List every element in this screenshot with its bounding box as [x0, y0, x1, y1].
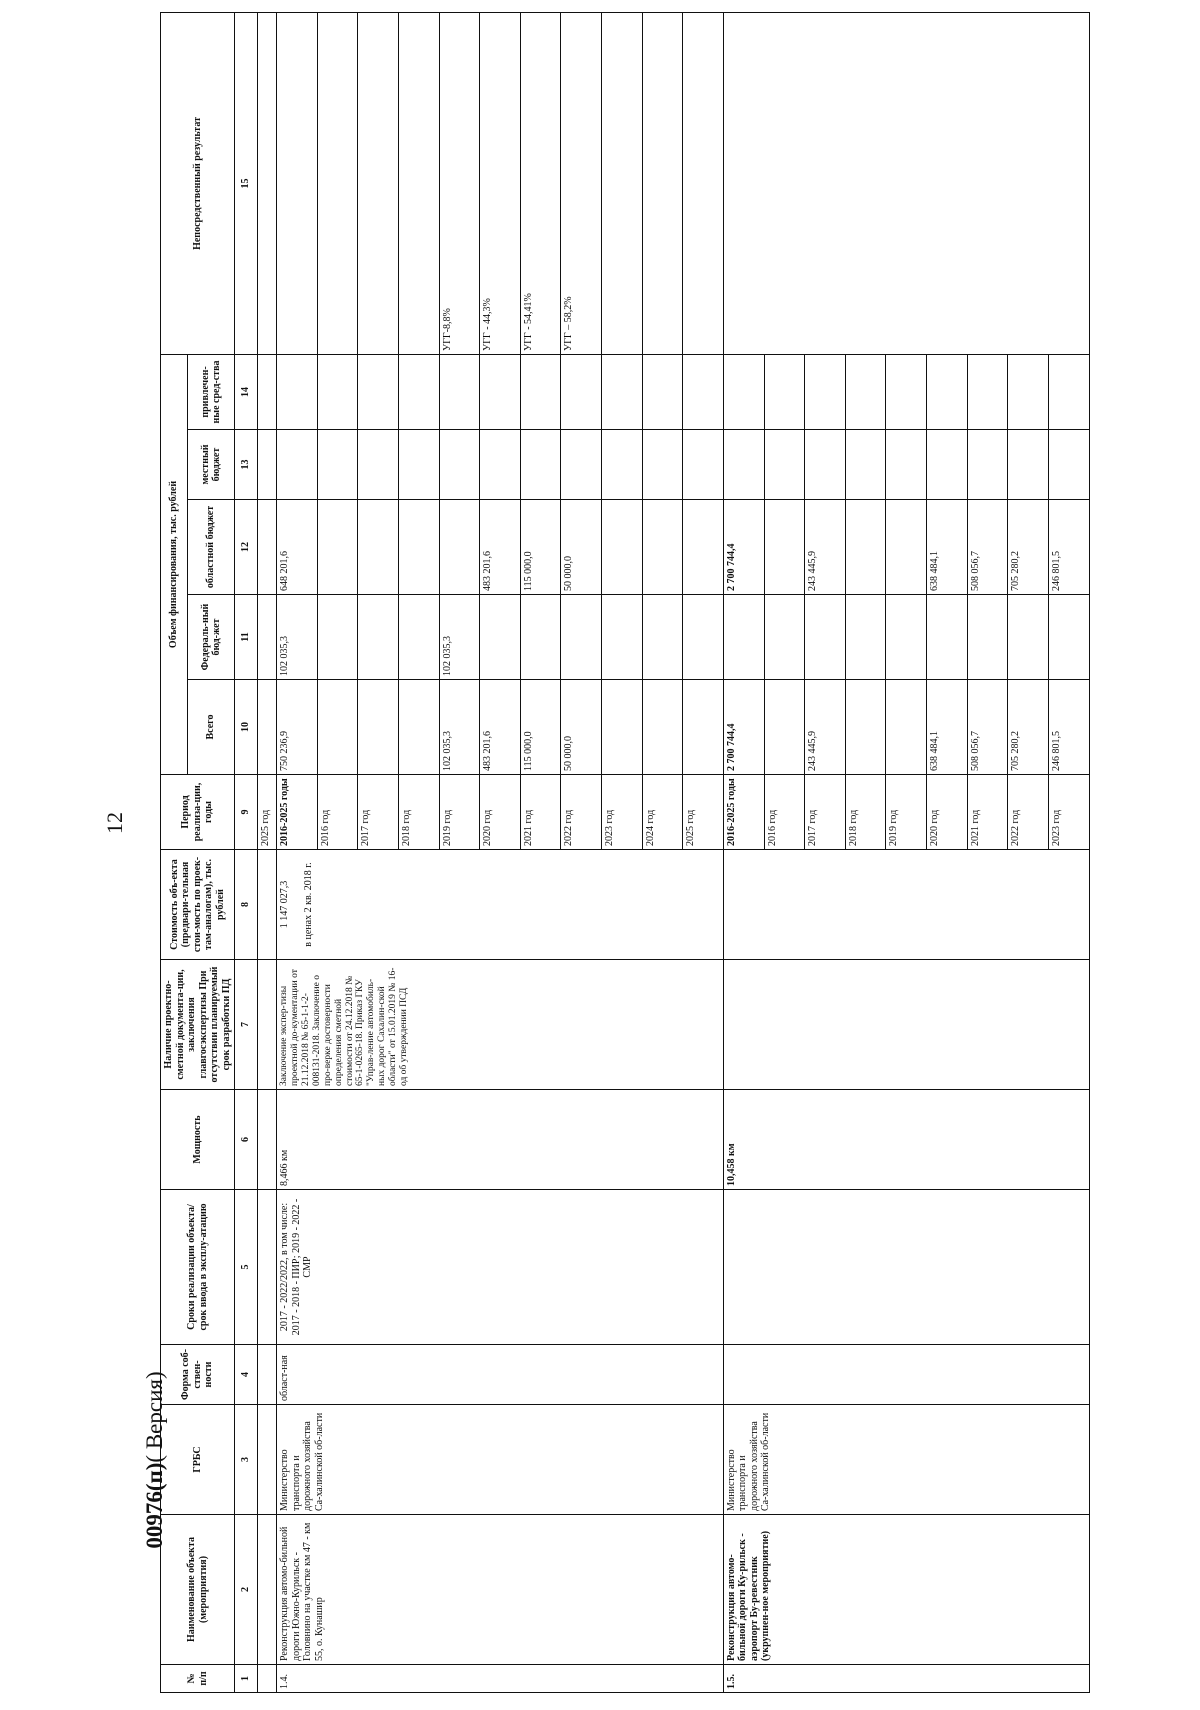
row-attracted — [845, 354, 886, 429]
column-number: 12 — [235, 500, 258, 595]
header-federal: Федераль-ный бюд-жет — [188, 595, 235, 680]
row-federal — [1008, 595, 1049, 680]
row-regional — [886, 500, 927, 595]
row-federal: 102 035,3 — [439, 595, 480, 680]
row-period: 2017 год — [805, 775, 846, 850]
row-regional: 50 000,0 — [561, 500, 602, 595]
row-result — [723, 12, 1089, 354]
row-local — [927, 430, 968, 500]
row-federal: 102 035,3 — [277, 595, 318, 680]
column-number: 7 — [235, 960, 258, 1090]
row-result — [277, 12, 318, 354]
row-attracted — [642, 354, 683, 429]
project-terms: 2017 - 2022/2022, в том числе: 2017 - 2018 - ПИР; 2019 - 2022 - СМР — [277, 1190, 724, 1345]
row-period: 2016-2025 годы — [277, 775, 318, 850]
table-row — [723, 12, 764, 1692]
row-regional — [845, 500, 886, 595]
row-result — [602, 12, 643, 354]
header-period: Период реализа-ции, годы — [161, 775, 235, 850]
row-period: 2018 год — [398, 775, 439, 850]
column-number: 2 — [235, 1515, 258, 1665]
row-local — [683, 430, 724, 500]
row-local — [764, 430, 805, 500]
column-number: 10 — [235, 680, 258, 775]
row-regional: 508 056,7 — [967, 500, 1008, 595]
row-attracted — [1048, 354, 1089, 429]
row-federal — [683, 595, 724, 680]
row-total — [845, 680, 886, 775]
row-result: УГГ-8,8% — [439, 12, 480, 354]
header-result: Непосредственный результат — [161, 12, 235, 354]
column-number: 14 — [235, 354, 258, 429]
row-attracted — [520, 354, 561, 429]
column-number: 5 — [235, 1190, 258, 1345]
row-period: 2017 год — [358, 775, 399, 850]
row-total — [398, 680, 439, 775]
header-cost: Стоимость объ-екта (предвари-тельная стои-мость по проек-там-аналогам), тыс. рублей — [161, 850, 235, 960]
document-version: ( Версия) — [142, 1371, 167, 1463]
row-federal — [317, 595, 358, 680]
header-ownership: Форма соб-ствен-ности — [161, 1345, 235, 1405]
row-local — [358, 430, 399, 500]
row-regional — [398, 500, 439, 595]
project-documentation — [723, 960, 1089, 1090]
row-local — [642, 430, 683, 500]
page-number: 12 — [102, 812, 127, 834]
row-federal — [561, 595, 602, 680]
financing-table-wrapper — [160, 113, 1060, 1693]
row-regional: 483 201,6 — [480, 500, 521, 595]
row-federal — [967, 595, 1008, 680]
row-period: 2019 год — [886, 775, 927, 850]
row-total: 102 035,3 — [439, 680, 480, 775]
row-local — [317, 430, 358, 500]
header-num: № п/п — [161, 1665, 235, 1693]
project-name: Реконструкция автомо-бильной дороги Южно-Курильск - Головнино на участке км 47 - км 55, о. Кунашир — [277, 1515, 724, 1665]
row-federal — [927, 595, 968, 680]
row-local — [561, 430, 602, 500]
row-federal — [480, 595, 521, 680]
row-local — [886, 430, 927, 500]
row-period: 2016-2025 годы — [723, 775, 764, 850]
row-regional: 115 000,0 — [520, 500, 561, 595]
project-cost — [723, 850, 1089, 960]
column-number: 4 — [235, 1345, 258, 1405]
row-attracted — [317, 354, 358, 429]
row-total — [764, 680, 805, 775]
row-result — [642, 12, 683, 354]
document-code-number: 00976(п) — [142, 1462, 167, 1549]
row-federal — [886, 595, 927, 680]
row-attracted — [602, 354, 643, 429]
row-attracted — [683, 354, 724, 429]
row-regional: 648 201,6 — [277, 500, 318, 595]
column-number: 15 — [235, 12, 258, 354]
row-local — [439, 430, 480, 500]
header-regional: областной бюджет — [188, 500, 235, 595]
project-num: 1.4. — [277, 1665, 724, 1693]
row-attracted — [561, 354, 602, 429]
row-attracted — [723, 354, 764, 429]
row-regional — [764, 500, 805, 595]
row-regional — [642, 500, 683, 595]
row-regional: 243 445,9 — [805, 500, 846, 595]
row-local — [602, 430, 643, 500]
row-total: 243 445,9 — [805, 680, 846, 775]
row-local — [723, 430, 764, 500]
row-total: 2 700 744,4 — [723, 680, 764, 775]
row-attracted — [967, 354, 1008, 429]
row-local — [480, 430, 521, 500]
project-grbs: Министерство транспорта и дорожного хозяйства Са-халинской об-ласти — [277, 1405, 724, 1515]
row-local — [967, 430, 1008, 500]
row-period: 2020 год — [480, 775, 521, 850]
row-attracted — [805, 354, 846, 429]
project-name: Реконструкция автомо-бильной дороги Ку-рильск - аэропорт Бу-ревестник (укрупнен-ное мероприятие) — [723, 1515, 1089, 1665]
row-total: 750 236,9 — [277, 680, 318, 775]
row-regional: 246 801,5 — [1048, 500, 1089, 595]
row-result — [317, 12, 358, 354]
column-number: 8 — [235, 850, 258, 960]
carry-over-period: 2025 год — [258, 775, 277, 850]
row-total — [886, 680, 927, 775]
row-regional: 2 700 744,4 — [723, 500, 764, 595]
row-total: 705 280,2 — [1008, 680, 1049, 775]
row-federal — [520, 595, 561, 680]
row-local — [1048, 430, 1089, 500]
header-local: местный бюджет — [188, 430, 235, 500]
row-regional — [439, 500, 480, 595]
row-federal — [602, 595, 643, 680]
project-capacity: 8,466 км — [277, 1090, 724, 1190]
project-cost: 1 147 027,3 — [279, 880, 290, 929]
row-result: УГГ - 44,3% — [480, 12, 521, 354]
row-regional — [317, 500, 358, 595]
row-total: 483 201,6 — [480, 680, 521, 775]
column-number: 13 — [235, 430, 258, 500]
row-period: 2022 год — [561, 775, 602, 850]
row-period: 2020 год — [927, 775, 968, 850]
header-name: Наименование объекта (мероприятия) — [161, 1515, 235, 1665]
column-number-row — [235, 12, 258, 1692]
row-regional: 705 280,2 — [1008, 500, 1049, 595]
row-total — [358, 680, 399, 775]
row-regional — [683, 500, 724, 595]
row-attracted — [480, 354, 521, 429]
row-federal — [723, 595, 764, 680]
header-total: Всего — [188, 680, 235, 775]
row-attracted — [1008, 354, 1049, 429]
carry-over-row — [258, 12, 277, 1692]
financing-table — [160, 12, 1090, 1693]
project-ownership — [723, 1345, 1089, 1405]
row-federal — [398, 595, 439, 680]
row-local — [398, 430, 439, 500]
header-grbs: ГРБС — [161, 1405, 235, 1515]
row-federal — [358, 595, 399, 680]
row-attracted — [886, 354, 927, 429]
header-attracted: привлечен-ные сред-ства — [188, 354, 235, 429]
row-result — [683, 12, 724, 354]
row-period: 2016 год — [764, 775, 805, 850]
project-grbs: Министерство транспорта и дорожного хозяйства Са-халинской об-ласти — [723, 1405, 1089, 1515]
row-attracted — [927, 354, 968, 429]
column-number: 11 — [235, 595, 258, 680]
row-total: 115 000,0 — [520, 680, 561, 775]
row-attracted — [439, 354, 480, 429]
row-attracted — [398, 354, 439, 429]
project-documentation: Заключение экспер-тизы проектной до-кументации от 21.12.2018 № 65-1-1-2-008131-2018. Заключение о про-верке достоверности определения сметной стоимости от 24.12.2018 № 65-1-0265-18. Приказ ГКУ "Управ-ление автомобиль-ных дорог Сахалин-ской области" от 15.01.2019 № 16-од об утверждении ПСД — [277, 960, 724, 1090]
row-federal — [764, 595, 805, 680]
project-cost-cell — [277, 850, 724, 960]
project-ownership: област-ная — [277, 1345, 724, 1405]
row-period: 2021 год — [967, 775, 1008, 850]
row-result: УГГ – 58,2% — [561, 12, 602, 354]
row-result — [358, 12, 399, 354]
row-regional — [358, 500, 399, 595]
row-local — [845, 430, 886, 500]
row-regional: 638 484,1 — [927, 500, 968, 595]
row-total: 638 484,1 — [927, 680, 968, 775]
row-result: УГГ - 54,41% — [520, 12, 561, 354]
row-regional — [602, 500, 643, 595]
header-terms: Сроки реализации объекта/ срок ввода в эксплу-атацию — [161, 1190, 235, 1345]
row-attracted — [764, 354, 805, 429]
row-period: 2019 год — [439, 775, 480, 850]
row-total: 508 056,7 — [967, 680, 1008, 775]
row-total: 246 801,5 — [1048, 680, 1089, 775]
table-row — [277, 12, 318, 1692]
row-period: 2016 год — [317, 775, 358, 850]
row-local — [805, 430, 846, 500]
row-period: 2022 год — [1008, 775, 1049, 850]
row-local — [520, 430, 561, 500]
row-period: 2023 год — [1048, 775, 1089, 850]
row-federal — [1048, 595, 1089, 680]
row-local — [277, 430, 318, 500]
column-number: 6 — [235, 1090, 258, 1190]
header-documentation: Наличие проектно-сметной документа-ции, заключения главгосэкспертизы При отсутствии планируемый срок разработки ПД — [161, 960, 235, 1090]
header-financing: Объем финансирования, тыс. рублей — [161, 354, 188, 774]
row-federal — [642, 595, 683, 680]
row-total: 50 000,0 — [561, 680, 602, 775]
row-period: 2023 год — [602, 775, 643, 850]
header-capacity: Мощность — [161, 1090, 235, 1190]
row-period: 2024 год — [642, 775, 683, 850]
row-period: 2025 год — [683, 775, 724, 850]
row-period: 2018 год — [845, 775, 886, 850]
column-number: 9 — [235, 775, 258, 850]
row-attracted — [277, 354, 318, 429]
row-total — [602, 680, 643, 775]
row-attracted — [358, 354, 399, 429]
project-terms — [723, 1190, 1089, 1345]
row-total — [642, 680, 683, 775]
project-num: 1.5. — [723, 1665, 1089, 1693]
project-capacity: 10,458 км — [723, 1090, 1089, 1190]
row-total — [683, 680, 724, 775]
row-period: 2021 год — [520, 775, 561, 850]
row-result — [398, 12, 439, 354]
row-total — [317, 680, 358, 775]
project-cost-note: в ценах 2 кв. 2018 г. — [302, 862, 314, 947]
row-local — [1008, 430, 1049, 500]
column-number: 1 — [235, 1665, 258, 1693]
column-number: 3 — [235, 1405, 258, 1515]
row-federal — [845, 595, 886, 680]
row-federal — [805, 595, 846, 680]
